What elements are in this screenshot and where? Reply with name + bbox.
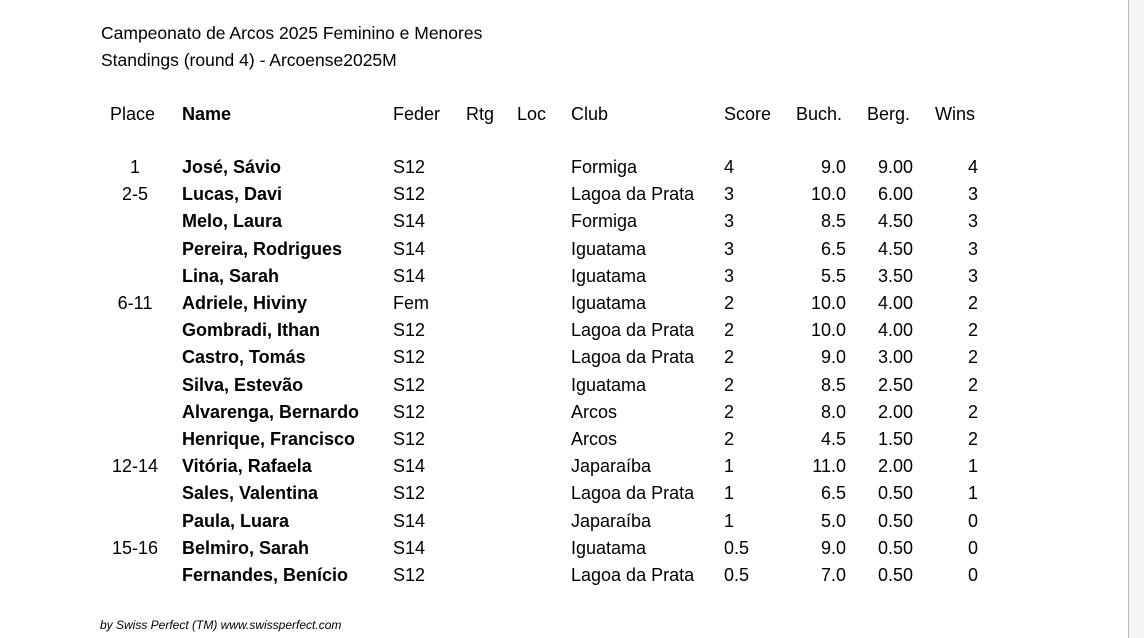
cell-buch: 4.5	[820, 429, 846, 449]
cell-wins: 1	[967, 456, 978, 477]
cell-score: 3	[724, 265, 735, 286]
cell-score: 3	[724, 211, 735, 232]
cell-club: Iguatama	[571, 374, 647, 395]
cell-buch: 9.0	[820, 347, 846, 368]
cell-buch: 8.5	[820, 374, 846, 395]
cell-feder: S12	[393, 565, 426, 585]
cell-name: Silva, Estevão	[182, 374, 304, 395]
cell-place: 15-16	[111, 537, 159, 558]
cell-feder: Fem	[393, 293, 429, 313]
cell-club: Arcos	[571, 429, 618, 449]
cell-name: José, Sávio	[182, 157, 282, 177]
cell-score: 2	[724, 293, 735, 313]
cell-score: 4	[724, 157, 735, 177]
header-club: Club	[571, 104, 609, 124]
cell-buch: 10.0	[810, 320, 846, 341]
cell-score: 3	[724, 238, 735, 259]
cell-club: Iguatama	[571, 265, 647, 286]
cell-buch: 5.5	[820, 265, 846, 286]
cell-name: Lina, Sarah	[182, 265, 280, 286]
cell-berg: 4.00	[877, 320, 913, 341]
cell-feder: S12	[393, 184, 426, 205]
cell-club: Lagoa da Prata	[571, 184, 695, 205]
cell-wins: 0	[967, 537, 978, 558]
cell-buch: 11.0	[812, 456, 846, 477]
cell-score: 3	[724, 184, 735, 205]
header-berg: Berg.	[867, 104, 911, 124]
cell-feder: S12	[393, 401, 426, 422]
table-header	[0, 101, 1100, 128]
header-rtg: Rtg	[466, 104, 495, 124]
cell-name: Castro, Tomás	[182, 347, 306, 368]
table-row	[0, 208, 1100, 235]
table-row	[0, 562, 1100, 589]
cell-wins: 2	[967, 429, 978, 449]
cell-berg: 0.50	[877, 565, 913, 585]
cell-club: Iguatama	[571, 238, 647, 259]
cell-berg: 3.00	[877, 347, 913, 368]
cell-club: Iguatama	[571, 537, 647, 558]
cell-berg: 4.50	[877, 211, 913, 232]
cell-name: Henrique, Francisco	[182, 429, 356, 449]
cell-club: Japaraíba	[571, 456, 652, 477]
header-buch: Buch.	[796, 104, 843, 124]
cell-berg: 1.50	[877, 429, 913, 449]
cell-wins: 2	[967, 374, 978, 395]
cell-feder: S14	[393, 456, 426, 477]
cell-club: Formiga	[571, 211, 638, 232]
cell-score: 2	[724, 374, 735, 395]
cell-place: 6-11	[117, 293, 153, 313]
table-row	[0, 453, 1100, 480]
cell-name: Lucas, Davi	[182, 184, 283, 205]
cell-score: 1	[724, 510, 735, 531]
cell-wins: 2	[967, 320, 978, 341]
cell-buch: 8.0	[820, 401, 846, 422]
cell-score: 2	[724, 347, 735, 368]
table-row	[0, 290, 1100, 317]
cell-buch: 10.0	[810, 293, 846, 313]
table-row	[0, 535, 1100, 562]
cell-wins: 1	[967, 483, 978, 504]
cell-feder: S12	[393, 347, 426, 368]
table-row	[0, 181, 1100, 208]
page-margin-shade	[1129, 0, 1144, 638]
cell-score: 0.5	[724, 537, 750, 558]
header-place: Place	[110, 104, 156, 124]
cell-wins: 0	[967, 565, 978, 585]
cell-berg: 3.50	[877, 265, 913, 286]
cell-berg: 9.00	[877, 157, 913, 177]
cell-name: Belmiro, Sarah	[182, 537, 310, 558]
table-row	[0, 399, 1100, 426]
cell-place: 1	[129, 157, 140, 177]
cell-wins: 0	[967, 510, 978, 531]
cell-wins: 2	[967, 401, 978, 422]
cell-berg: 0.50	[877, 537, 913, 558]
cell-feder: S12	[393, 320, 426, 341]
table-row	[0, 236, 1100, 263]
cell-club: Lagoa da Prata	[571, 320, 695, 341]
cell-buch: 6.5	[820, 483, 846, 504]
cell-score: 1	[724, 483, 735, 504]
cell-wins: 2	[967, 347, 978, 368]
cell-name: Adriele, Hiviny	[182, 293, 308, 313]
cell-wins: 3	[967, 184, 978, 205]
header-score: Score	[724, 104, 772, 124]
cell-buch: 5.0	[820, 510, 846, 531]
cell-club: Lagoa da Prata	[571, 347, 695, 368]
tournament-title: Campeonato de Arcos 2025 Feminino e Menores	[101, 23, 483, 43]
table-row	[0, 263, 1100, 290]
header-loc: Loc	[517, 104, 547, 124]
cell-buch: 6.5	[820, 238, 846, 259]
cell-club: Arcos	[571, 401, 618, 422]
cell-feder: S14	[393, 537, 426, 558]
cell-buch: 8.5	[820, 211, 846, 232]
cell-score: 1	[724, 456, 735, 477]
standings-subtitle: Standings (round 4) - Arcoense2025M	[101, 50, 397, 70]
cell-buch: 10.0	[810, 184, 846, 205]
cell-feder: S14	[393, 211, 426, 232]
cell-berg: 6.00	[877, 184, 913, 205]
cell-score: 2	[724, 429, 735, 449]
cell-buch: 9.0	[820, 157, 846, 177]
footer-credit: by Swiss Perfect (TM) www.swissperfect.com	[100, 618, 342, 632]
cell-berg: 2.00	[877, 401, 913, 422]
cell-feder: S12	[393, 483, 426, 504]
cell-name: Pereira, Rodrigues	[182, 238, 343, 259]
cell-berg: 4.00	[877, 293, 913, 313]
cell-wins: 3	[967, 238, 978, 259]
cell-score: 2	[724, 320, 735, 341]
cell-club: Japaraíba	[571, 510, 652, 531]
cell-wins: 3	[967, 211, 978, 232]
cell-name: Alvarenga, Bernardo	[182, 401, 360, 422]
cell-score: 2	[724, 401, 735, 422]
cell-buch: 7.0	[820, 565, 846, 585]
header-feder: Feder	[393, 104, 441, 124]
cell-buch: 9.0	[820, 537, 846, 558]
cell-score: 0.5	[724, 565, 750, 585]
cell-club: Lagoa da Prata	[571, 565, 695, 585]
cell-club: Lagoa da Prata	[571, 483, 695, 504]
table-row	[0, 480, 1100, 507]
table-row	[0, 372, 1100, 399]
cell-feder: S14	[393, 510, 426, 531]
cell-name: Vitória, Rafaela	[182, 456, 312, 477]
cell-berg: 2.00	[877, 456, 913, 477]
cell-berg: 2.50	[877, 374, 913, 395]
cell-name: Paula, Luara	[182, 510, 290, 531]
cell-wins: 2	[967, 293, 978, 313]
table-row	[0, 344, 1100, 371]
cell-feder: S14	[393, 265, 426, 286]
cell-wins: 3	[967, 265, 978, 286]
cell-berg: 0.50	[877, 510, 913, 531]
table-row	[0, 317, 1100, 344]
cell-feder: S14	[393, 238, 426, 259]
cell-feder: S12	[393, 374, 426, 395]
table-row	[0, 508, 1100, 535]
cell-name: Fernandes, Benício	[182, 565, 349, 585]
cell-berg: 4.50	[877, 238, 913, 259]
cell-feder: S12	[393, 429, 426, 449]
cell-place: 2-5	[121, 184, 148, 205]
table-row	[0, 154, 1100, 181]
table-row	[0, 426, 1100, 453]
header-wins: Wins	[935, 104, 975, 124]
cell-place: 12-14	[111, 456, 159, 477]
cell-club: Iguatama	[571, 293, 647, 313]
cell-name: Gombradi, Ithan	[182, 320, 321, 341]
cell-berg: 0.50	[877, 483, 913, 504]
cell-name: Sales, Valentina	[182, 483, 319, 504]
cell-feder: S12	[393, 157, 426, 177]
cell-name: Melo, Laura	[182, 211, 283, 232]
header-name: Name	[182, 104, 232, 124]
cell-club: Formiga	[571, 157, 638, 177]
cell-wins: 4	[967, 157, 978, 177]
